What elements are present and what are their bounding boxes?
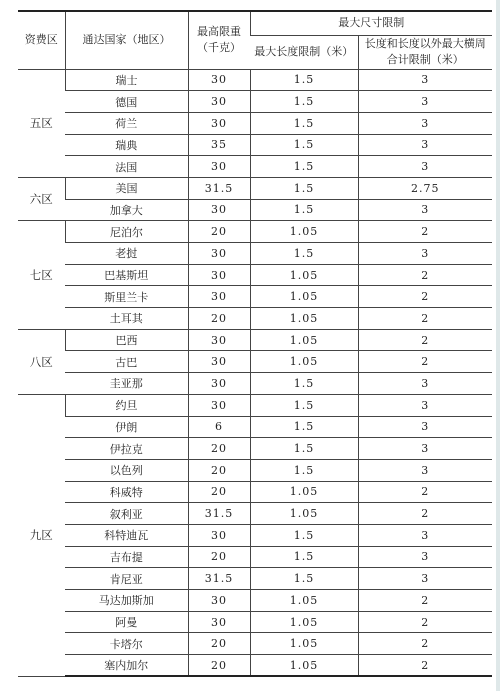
girth-cell: 3 <box>358 459 492 481</box>
table-row <box>18 199 492 221</box>
weight-cell: 20 <box>188 655 250 677</box>
country-cell: 叙利亚 <box>65 503 188 525</box>
header-weight <box>188 11 250 69</box>
length-cell: 1.05 <box>250 329 358 351</box>
weight-cell: 30 <box>188 69 250 91</box>
country-cell: 巴西 <box>65 329 188 351</box>
weight-cell: 20 <box>188 481 250 503</box>
weight-cell: 30 <box>188 524 250 546</box>
country-cell: 阿曼 <box>65 611 188 633</box>
country-cell: 马达加斯加 <box>65 590 188 612</box>
weight-cell: 30 <box>188 286 250 308</box>
table-row <box>18 177 492 199</box>
weight-cell: 6 <box>188 416 250 438</box>
country-cell: 瑞典 <box>65 134 188 156</box>
girth-cell: 2 <box>358 481 492 503</box>
girth-cell: 3 <box>358 546 492 568</box>
weight-cell: 30 <box>188 91 250 113</box>
length-cell: 1.5 <box>250 156 358 178</box>
table-row <box>18 459 492 481</box>
length-cell: 1.5 <box>250 91 358 113</box>
rate-table <box>18 10 492 677</box>
table-row <box>18 112 492 134</box>
country-cell: 德国 <box>65 91 188 113</box>
girth-cell: 2 <box>358 329 492 351</box>
weight-cell: 20 <box>188 633 250 655</box>
girth-cell: 2 <box>358 264 492 286</box>
length-cell: 1.5 <box>250 134 358 156</box>
country-cell: 巴基斯坦 <box>65 264 188 286</box>
table-row <box>18 134 492 156</box>
length-cell: 1.05 <box>250 221 358 243</box>
table-row <box>18 69 492 91</box>
weight-cell: 30 <box>188 112 250 134</box>
header-zone: 资费区 <box>18 11 65 69</box>
table-row <box>18 633 492 655</box>
girth-cell: 2 <box>358 221 492 243</box>
length-cell: 1.5 <box>250 199 358 221</box>
girth-cell: 2.75 <box>358 177 492 199</box>
length-cell: 1.05 <box>250 351 358 373</box>
country-cell: 土耳其 <box>65 308 188 330</box>
girth-cell: 3 <box>358 416 492 438</box>
table-row <box>18 221 492 243</box>
weight-cell: 20 <box>188 459 250 481</box>
country-cell: 以色列 <box>65 459 188 481</box>
weight-cell: 30 <box>188 373 250 395</box>
girth-cell: 3 <box>358 199 492 221</box>
length-cell: 1.5 <box>250 438 358 460</box>
weight-cell: 35 <box>188 134 250 156</box>
header-weight-unit: （千克） <box>197 41 241 55</box>
girth-cell: 3 <box>358 112 492 134</box>
girth-cell: 3 <box>358 568 492 590</box>
page-edge-shade <box>496 0 500 691</box>
zone-cell: 八区 <box>18 329 65 394</box>
country-cell: 肯尼亚 <box>65 568 188 590</box>
girth-cell: 3 <box>358 373 492 395</box>
country-cell: 塞内加尔 <box>65 655 188 677</box>
weight-cell: 20 <box>188 438 250 460</box>
weight-cell: 30 <box>188 199 250 221</box>
country-cell: 瑞士 <box>65 69 188 91</box>
table-row <box>18 373 492 395</box>
table-row <box>18 438 492 460</box>
country-cell: 圭亚那 <box>65 373 188 395</box>
length-cell: 1.5 <box>250 112 358 134</box>
length-cell: 1.5 <box>250 69 358 91</box>
zone-cell: 五区 <box>18 69 65 177</box>
girth-cell: 2 <box>358 633 492 655</box>
table-row <box>18 286 492 308</box>
table-row <box>18 264 492 286</box>
girth-cell: 3 <box>358 156 492 178</box>
zone-cell: 六区 <box>18 177 65 220</box>
table-body <box>18 69 492 676</box>
table-row <box>18 546 492 568</box>
table-row <box>18 524 492 546</box>
weight-cell: 30 <box>188 264 250 286</box>
length-cell: 1.05 <box>250 308 358 330</box>
length-cell: 1.05 <box>250 503 358 525</box>
weight-cell: 20 <box>188 308 250 330</box>
girth-cell: 2 <box>358 590 492 612</box>
table-row <box>18 156 492 178</box>
country-cell: 老挝 <box>65 243 188 265</box>
table-row <box>18 503 492 525</box>
table-header <box>18 11 492 69</box>
table-row <box>18 481 492 503</box>
girth-cell: 2 <box>358 503 492 525</box>
table-row <box>18 91 492 113</box>
length-cell: 1.5 <box>250 459 358 481</box>
length-cell: 1.5 <box>250 394 358 416</box>
length-cell: 1.5 <box>250 416 358 438</box>
table-row <box>18 308 492 330</box>
girth-cell: 2 <box>358 286 492 308</box>
table-row <box>18 394 492 416</box>
length-cell: 1.05 <box>250 286 358 308</box>
length-cell: 1.05 <box>250 633 358 655</box>
weight-cell: 30 <box>188 156 250 178</box>
country-cell: 古巴 <box>65 351 188 373</box>
girth-cell: 2 <box>358 351 492 373</box>
length-cell: 1.5 <box>250 546 358 568</box>
length-cell: 1.5 <box>250 177 358 199</box>
country-cell: 科威特 <box>65 481 188 503</box>
zone-cell: 九区 <box>18 394 65 676</box>
header-girth-line2: 合计限制（米） <box>386 53 464 66</box>
girth-cell: 2 <box>358 655 492 677</box>
girth-cell: 3 <box>358 243 492 265</box>
girth-cell: 3 <box>358 438 492 460</box>
girth-cell: 3 <box>358 394 492 416</box>
length-cell: 1.05 <box>250 264 358 286</box>
length-cell: 1.05 <box>250 655 358 677</box>
country-cell: 约旦 <box>65 394 188 416</box>
weight-cell: 20 <box>188 221 250 243</box>
table-row <box>18 568 492 590</box>
table-row <box>18 611 492 633</box>
header-girth <box>358 35 492 69</box>
length-cell: 1.5 <box>250 243 358 265</box>
length-cell: 1.05 <box>250 611 358 633</box>
country-cell: 伊拉克 <box>65 438 188 460</box>
girth-cell: 3 <box>358 524 492 546</box>
weight-cell: 30 <box>188 243 250 265</box>
zone-cell: 七区 <box>18 221 65 329</box>
country-cell: 伊朗 <box>65 416 188 438</box>
country-cell: 斯里兰卡 <box>65 286 188 308</box>
country-cell: 法国 <box>65 156 188 178</box>
table-row <box>18 243 492 265</box>
country-cell: 尼泊尔 <box>65 221 188 243</box>
weight-cell: 31.5 <box>188 177 250 199</box>
country-cell: 卡塔尔 <box>65 633 188 655</box>
country-cell: 加拿大 <box>65 199 188 221</box>
table-row <box>18 590 492 612</box>
header-country: 通达国家（地区） <box>65 11 188 69</box>
girth-cell: 2 <box>358 308 492 330</box>
length-cell: 1.05 <box>250 481 358 503</box>
length-cell: 1.5 <box>250 568 358 590</box>
girth-cell: 2 <box>358 611 492 633</box>
length-cell: 1.5 <box>250 373 358 395</box>
header-weight-label: 最高限重 <box>197 25 241 39</box>
weight-cell: 30 <box>188 329 250 351</box>
country-cell: 科特迪瓦 <box>65 524 188 546</box>
weight-cell: 20 <box>188 546 250 568</box>
header-girth-line1: 长度和长度以外最大横周 <box>364 37 486 50</box>
weight-cell: 30 <box>188 351 250 373</box>
header-size-group: 最大尺寸限制 <box>250 11 492 35</box>
weight-cell: 30 <box>188 394 250 416</box>
weight-cell: 31.5 <box>188 568 250 590</box>
girth-cell: 3 <box>358 134 492 156</box>
length-cell: 1.5 <box>250 524 358 546</box>
girth-cell: 3 <box>358 69 492 91</box>
table-row <box>18 351 492 373</box>
country-cell: 荷兰 <box>65 112 188 134</box>
country-cell: 美国 <box>65 177 188 199</box>
weight-cell: 30 <box>188 611 250 633</box>
weight-cell: 31.5 <box>188 503 250 525</box>
length-cell: 1.05 <box>250 590 358 612</box>
girth-cell: 3 <box>358 91 492 113</box>
table-row <box>18 655 492 677</box>
weight-cell: 30 <box>188 590 250 612</box>
header-length: 最大长度限制（米） <box>250 35 358 69</box>
table-row <box>18 416 492 438</box>
country-cell: 吉布提 <box>65 546 188 568</box>
table-row <box>18 329 492 351</box>
